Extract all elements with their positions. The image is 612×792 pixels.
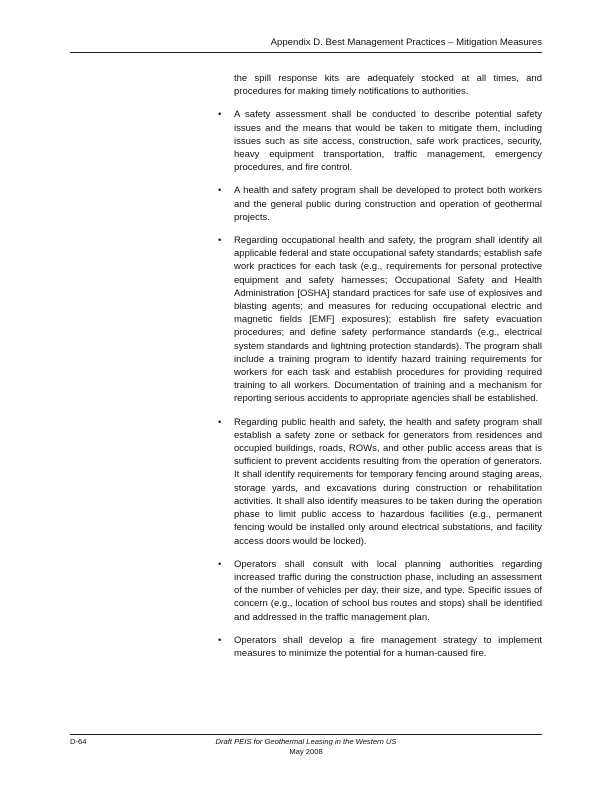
document-title: Draft PEIS for Geothermal Leasing in the Western US <box>215 737 397 746</box>
list-item <box>218 558 542 624</box>
bullet-icon: • <box>218 634 222 646</box>
bullet-list <box>218 108 542 660</box>
list-item-text: Operators shall develop a fire management strategy to implement measures to minimize the potential for a human-caused fire. <box>234 634 542 659</box>
page-number: D-64 <box>70 737 87 746</box>
document-date: May 2008 <box>289 747 323 756</box>
bullet-icon: • <box>218 558 222 570</box>
list-item-text: A safety assessment shall be conducted to describe potential safety issues and the means that would be taken to mitigate them, including issues such as site access, construction, safe work practices, security, heavy equipment transportation, traffic management, emergency procedures, and fire control. <box>234 109 542 174</box>
list-item-text: Regarding occupational health and safety, the program shall identify all applicable federal and state occupational safety standards; establish safe work practices for each task (e.g., requirements for personal protective equipment and safety harnesses; Occupational Safety and Health Administration [OSHA] standard practices for safe use of explosives and blasting agents; and measures for reducing occupational electric and magnetic fields [EMF] exposures); establish fire safety evacuation procedures; and define safety performance standards (e.g., electrical system standards and lightning protection standards). The program shall include a training program to identify hazard training requirements for workers for each task and establish procedures for providing required training to all workers. Documentation of training and a mechanism for reporting serious accidents to appropriate agencies shall be established. <box>234 235 542 405</box>
list-item-text: A health and safety program shall be developed to protect both workers and the general public during construction and operation of geothermal projects. <box>234 185 542 223</box>
footer-center <box>70 737 542 757</box>
list-item <box>218 634 542 660</box>
continuation-paragraph: the spill response kits are adequately stocked at all times, and procedures for making timely notifications to authorities. <box>234 73 542 98</box>
list-item <box>218 416 542 548</box>
page-footer <box>70 734 542 756</box>
bullet-icon: • <box>218 416 222 428</box>
list-item <box>218 108 542 174</box>
header-title: Appendix D. Best Management Practices – Mitigation Measures <box>270 37 542 48</box>
page-header <box>70 36 542 53</box>
bullet-icon: • <box>218 235 222 247</box>
list-item-text: Operators shall consult with local planning authorities regarding increased traffic during the construction phase, including an assessment of the number of vehicles per day, their size, and type. Specific issues of concern (e.g., location of school bus routes and stops) shall be identified and addressed in the traffic management plan. <box>234 558 542 623</box>
page-body <box>218 72 542 670</box>
list-item <box>218 184 542 224</box>
bullet-icon: • <box>218 185 222 197</box>
list-item-text: Regarding public health and safety, the health and safety program shall establish a safety zone or setback for generators from residences and occupied buildings, roads, ROWs, and other public access areas that is sufficient to prevent accidents resulting from the operation of generators. It shall identify requirements for temporary fencing around staging areas, storage yards, and excavations during construction or rehabilitation activities. It shall also identify measures to be taken during the operation phase to limit public access to hazardous facilities (e.g., permanent fencing would be installed only around electrical substations, and facility access doors would be locked). <box>234 416 542 547</box>
list-item <box>218 234 542 406</box>
bullet-icon: • <box>218 109 222 121</box>
